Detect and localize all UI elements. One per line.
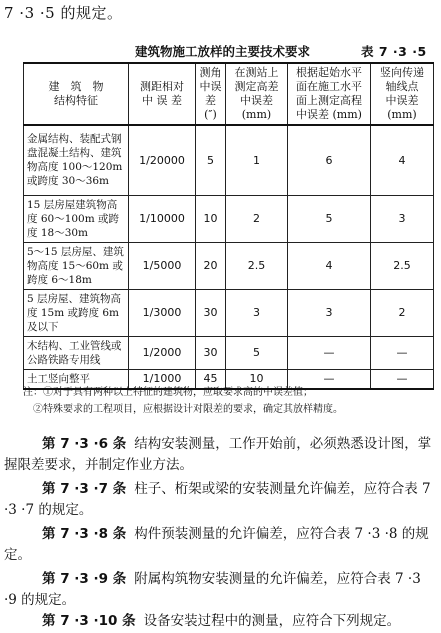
article-7-3-10 bbox=[4, 611, 437, 632]
cell-elevation: — bbox=[288, 336, 371, 369]
cell-height: 3 bbox=[226, 289, 288, 336]
article-number: 第 7 ·3 ·9 条 bbox=[42, 571, 127, 587]
cell-height: 5 bbox=[226, 336, 288, 369]
article-7-3-6 bbox=[4, 434, 437, 476]
cell-feature: 土工竖向整平 bbox=[24, 369, 129, 389]
cell-distance: 1/3000 bbox=[129, 289, 196, 336]
cell-angle: 5 bbox=[196, 125, 226, 195]
article-number: 第 7 ·3 ·7 条 bbox=[42, 481, 127, 497]
cell-angle: 20 bbox=[196, 242, 226, 289]
article-7-3-9 bbox=[4, 569, 437, 611]
cell-feature: 5 层房屋、建筑物高度 15m 或跨度 6m 及以下 bbox=[24, 289, 129, 336]
article-text: 结构安装测量，工作开始前，必须熟悉设计图，掌握限差要求，并制定作业方法。 bbox=[4, 436, 432, 473]
cell-elevation: 4 bbox=[288, 242, 371, 289]
cell-angle: 30 bbox=[196, 289, 226, 336]
article-text: 柱子、桁架或梁的安装测量允许偏差，应符合表 7 ·3 ·7 的规定。 bbox=[4, 481, 431, 518]
cell-angle: 30 bbox=[196, 336, 226, 369]
cell-height: 10 bbox=[226, 369, 288, 389]
cell-axis: 2.5 bbox=[371, 242, 434, 289]
top-text: 7 ·3 ·5 的规定。 bbox=[4, 4, 123, 22]
article-text: 附属构筑物安装测量的允许偏差，应符合表 7 ·3 ·9 的规定。 bbox=[4, 571, 421, 608]
cell-feature: 金属结构、装配式钢盘混凝土结构、建筑物高度 100～120m 或跨度 30～36m bbox=[24, 125, 129, 195]
header-elevation-error: 根据起始水平 面在施工水平 面上测定高程 中误差 (mm) bbox=[288, 63, 371, 125]
cell-angle: 45 bbox=[196, 369, 226, 389]
cell-axis: — bbox=[371, 336, 434, 369]
table-row bbox=[24, 336, 434, 369]
table-title: 建筑物施工放样的主要技术要求 bbox=[135, 44, 311, 59]
article-number: 第 7 ·3 ·8 条 bbox=[42, 526, 127, 542]
cell-elevation: 3 bbox=[288, 289, 371, 336]
cell-axis: 4 bbox=[371, 125, 434, 195]
article-number: 第 7 ·3 ·6 条 bbox=[42, 436, 127, 452]
table-header-row bbox=[24, 63, 434, 125]
cell-axis: 2 bbox=[371, 289, 434, 336]
cell-distance: 1/20000 bbox=[129, 125, 196, 195]
cell-height: 2 bbox=[226, 195, 288, 242]
table-row bbox=[24, 125, 434, 195]
spec-table bbox=[23, 62, 434, 390]
article-text: 设备安装过程中的测量，应符合下列规定。 bbox=[143, 613, 401, 629]
cell-distance: 1/5000 bbox=[129, 242, 196, 289]
article-text: 构件预装测量的允许偏差，应符合表 7 ·3 ·8 的规定。 bbox=[4, 526, 429, 563]
cell-angle: 10 bbox=[196, 195, 226, 242]
note-1: 注：①对于具有两种以上特征的建筑物，应取要求高的中误差值； bbox=[23, 387, 313, 398]
cell-distance: 1/2000 bbox=[129, 336, 196, 369]
cell-distance: 1/1000 bbox=[129, 369, 196, 389]
cell-elevation: — bbox=[288, 369, 371, 389]
cell-elevation: 6 bbox=[288, 125, 371, 195]
article-number: 第 7 ·3 ·10 条 bbox=[42, 613, 136, 629]
table-notes bbox=[23, 384, 343, 418]
cell-feature: 木结构、工业管线或公路铁路专用线 bbox=[24, 336, 129, 369]
note-2: ②特殊要求的工程项目，应根据设计对限差的要求，确定其放样精度。 bbox=[33, 404, 343, 415]
header-feature: 建 筑 物 结构特征 bbox=[24, 63, 129, 125]
table-row bbox=[24, 242, 434, 289]
table-row bbox=[24, 195, 434, 242]
cell-elevation: 5 bbox=[288, 195, 371, 242]
header-angle-error: 测角 中误 差 (″) bbox=[196, 63, 226, 125]
header-distance-error: 测距相对 中 误 差 bbox=[129, 63, 196, 125]
header-axis-error: 竖向传递 轴线点 中误差 (mm) bbox=[371, 63, 434, 125]
cell-height: 1 bbox=[226, 125, 288, 195]
cell-axis: 3 bbox=[371, 195, 434, 242]
cell-height: 2.5 bbox=[226, 242, 288, 289]
cell-axis: — bbox=[371, 369, 434, 389]
article-7-3-7 bbox=[4, 479, 437, 521]
header-height-error: 在测站上 测定高差 中误差 (mm) bbox=[226, 63, 288, 125]
table-number: 表 7 ·3 ·5 bbox=[361, 44, 427, 59]
cell-distance: 1/10000 bbox=[129, 195, 196, 242]
article-7-3-8 bbox=[4, 524, 437, 566]
cell-feature: 15 层房屋建筑物高度 60～100m 或跨度 18～30m bbox=[24, 195, 129, 242]
table-row bbox=[24, 289, 434, 336]
cell-feature: 5～15 层房屋、建筑物高度 15～60m 或跨度 6～18m bbox=[24, 242, 129, 289]
